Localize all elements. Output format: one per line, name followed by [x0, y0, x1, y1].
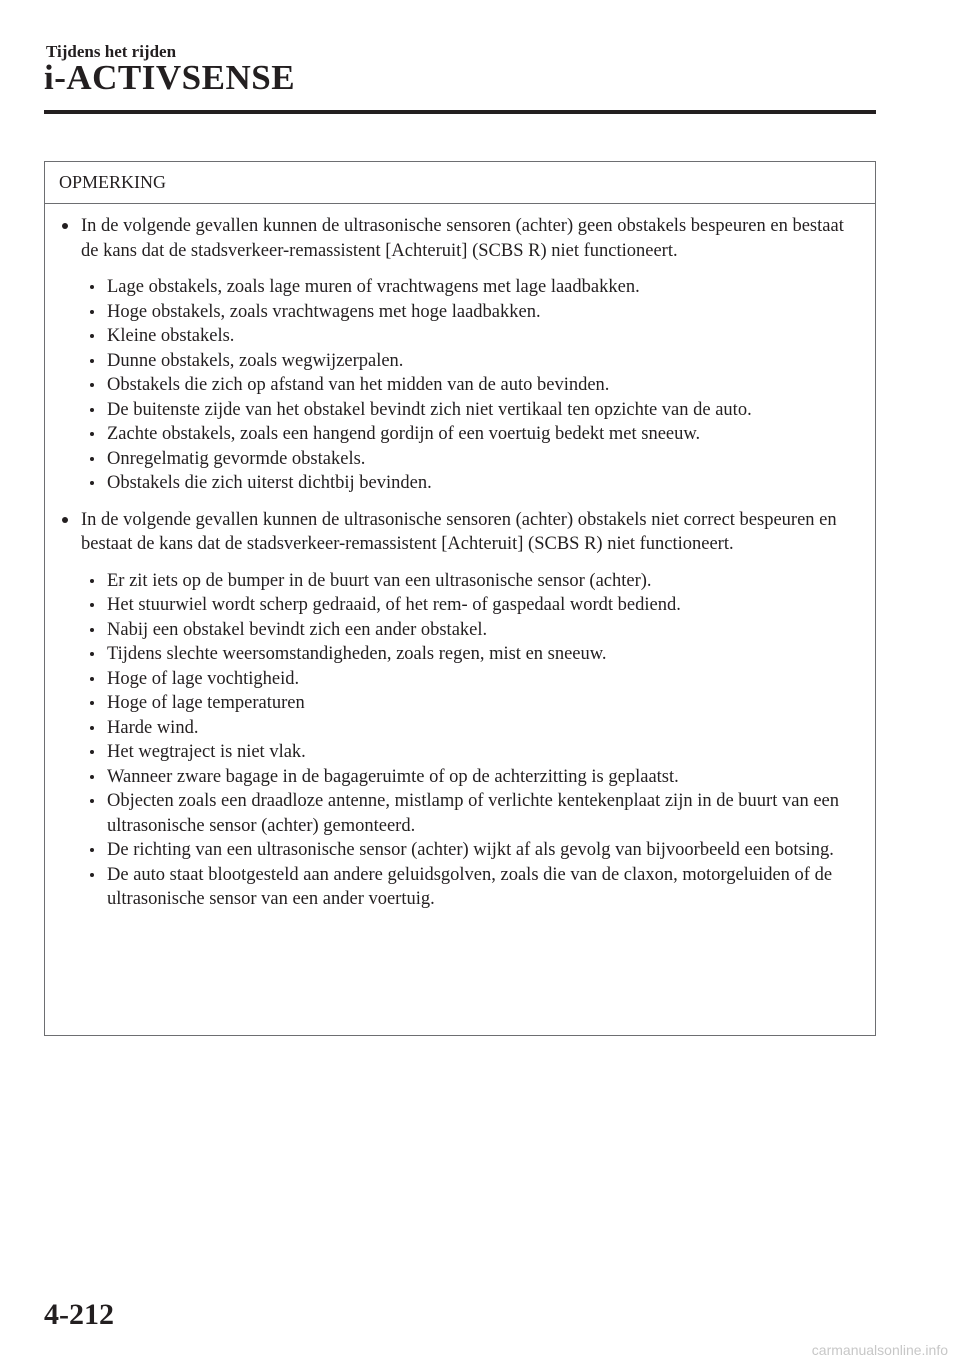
bullet-icon: [90, 701, 94, 705]
bullet-icon: [90, 603, 94, 607]
chapter-title: i-ACTIVSENSE: [44, 58, 296, 97]
condition-list: [81, 275, 845, 496]
note-heading: OPMERKING: [45, 162, 875, 204]
note-body: [45, 204, 875, 912]
list-item: [81, 716, 845, 741]
list-item: [81, 471, 845, 496]
bullet-icon: [90, 310, 94, 314]
list-item-text: Hoge of lage vochtigheid.: [107, 668, 300, 689]
bullet-icon: [90, 726, 94, 730]
list-item: [81, 275, 845, 300]
list-item: [81, 349, 845, 374]
list-item-text: Obstakels die zich op afstand van het midden van de auto bevinden.: [107, 375, 610, 395]
list-item: [81, 324, 845, 349]
bullet-icon: [90, 775, 94, 779]
list-item-text: Tijdens slechte weersomstandigheden, zoals regen, mist en sneeuw.: [107, 644, 607, 664]
bullet-icon: [62, 223, 68, 229]
condition-list: [81, 569, 845, 912]
list-item: [81, 618, 845, 643]
list-item: [81, 667, 845, 692]
list-item-text: Het stuurwiel wordt scherp gedraaid, of het rem- of gaspedaal wordt bediend.: [107, 595, 681, 615]
list-item-text: Het wegtraject is niet vlak.: [107, 742, 306, 762]
note-point-text: In de volgende gevallen kunnen de ultrasonische sensoren (achter) obstakels niet correct bespeuren en bestaat de kans dat de stadsverkeer-remassistent [Achteruit] (SCBS R) niet functioneert.: [81, 509, 837, 554]
list-item-text: De richting van een ultrasonische sensor (achter) wijkt af als gevolg van bijvoorbeeld een botsing.: [107, 840, 834, 860]
watermark: carmanualsonline.info: [811, 1342, 948, 1358]
list-item-text: Hoge obstakels, zoals vrachtwagens met hoge laadbakken.: [107, 301, 541, 322]
bullet-icon: [90, 408, 94, 412]
bullet-icon: [90, 628, 94, 632]
list-item: [81, 300, 845, 325]
list-item-text: Dunne obstakels, zoals wegwijzerpalen.: [107, 350, 404, 371]
list-item: [81, 447, 845, 472]
list-item-text: Kleine obstakels.: [107, 326, 235, 346]
bullet-icon: [90, 285, 94, 289]
note-point: [81, 214, 845, 496]
bullet-icon: [90, 383, 94, 387]
list-item: [81, 863, 845, 912]
list-item-text: Objecten zoals een draadloze antenne, mistlamp of verlichte kentekenplaat zijn in de buurt van een ultrasonische sensor (achter) gemonteerd.: [107, 791, 839, 836]
list-item: [81, 740, 845, 765]
list-item: [81, 593, 845, 618]
bullet-icon: [90, 579, 94, 583]
list-item-text: Wanneer zware bagage in de bagageruimte of op de achterzitting is geplaatst.: [107, 766, 679, 787]
list-item-text: Nabij een obstakel bevindt zich een ander obstakel.: [107, 619, 488, 640]
bullet-icon: [90, 677, 94, 681]
bullet-icon: [90, 799, 94, 803]
bullet-icon: [90, 652, 94, 656]
list-item: [81, 765, 845, 790]
list-item: [81, 398, 845, 423]
note-point-text: In de volgende gevallen kunnen de ultrasonische sensoren (achter) geen obstakels bespeuren en bestaat de kans dat de stadsverkeer-remassistent [Achteruit] (SCBS R) niet functioneert.: [81, 216, 844, 261]
list-item: [81, 422, 845, 447]
note-point: [81, 508, 845, 912]
list-item-text: De auto staat blootgesteld aan andere geluidsgolven, zoals die van de claxon, motorgeluiden of de ultrasonische sensor van een ander voertuig.: [107, 864, 833, 909]
list-item-text: Er zit iets op de bumper in de buurt van een ultrasonische sensor (achter).: [107, 570, 652, 591]
list-item: [81, 789, 845, 838]
bullet-icon: [90, 848, 94, 852]
page-number: 4-212: [44, 1298, 114, 1331]
list-item: [81, 569, 845, 594]
bullet-icon: [62, 517, 68, 523]
bullet-icon: [90, 432, 94, 436]
title-rule: [44, 110, 876, 114]
bullet-icon: [90, 334, 94, 338]
bullet-icon: [90, 873, 94, 877]
list-item: [81, 691, 845, 716]
bullet-icon: [90, 750, 94, 754]
list-item: [81, 373, 845, 398]
list-item-text: Zachte obstakels, zoals een hangend gordijn of een voertuig bedekt met sneeuw.: [107, 424, 701, 444]
list-item-text: De buitenste zijde van het obstakel bevindt zich niet vertikaal ten opzichte van de auto.: [107, 399, 752, 420]
bullet-icon: [90, 481, 94, 485]
bullet-icon: [90, 457, 94, 461]
section-label: Tijdens het rijden: [46, 42, 177, 61]
list-item: [81, 838, 845, 863]
list-item: [81, 642, 845, 667]
list-item-text: Harde wind.: [107, 717, 199, 738]
bullet-icon: [90, 359, 94, 363]
list-item-text: Obstakels die zich uiterst dichtbij bevinden.: [107, 473, 432, 493]
list-item-text: Onregelmatig gevormde obstakels.: [107, 448, 366, 469]
list-item-text: Lage obstakels, zoals lage muren of vrachtwagens met lage laadbakken.: [107, 277, 640, 297]
list-item-text: Hoge of lage temperaturen: [107, 693, 305, 713]
note-box: [44, 161, 876, 1036]
